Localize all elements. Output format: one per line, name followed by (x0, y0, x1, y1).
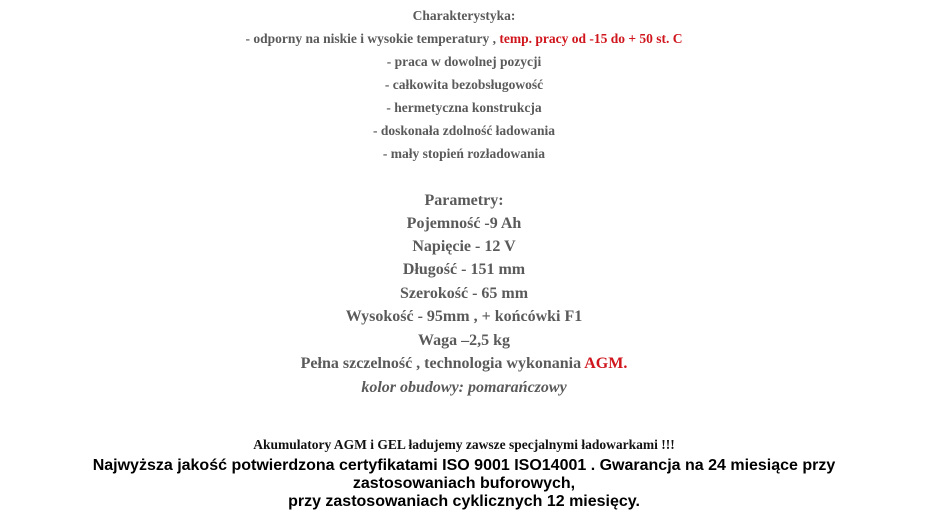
agm-highlight: AGM. (584, 355, 628, 372)
sealing-text: Pełna szczelność , technologia wykonania (300, 355, 582, 372)
characteristics-item: - hermetyczna konstrukcja (386, 100, 542, 115)
parameter-item: Wysokość - 95mm , + końcówki F1 (345, 308, 583, 325)
characteristics-item: - całkowita bezobsługowość (384, 77, 544, 92)
characteristics-item: - doskonała zdolność ładowania (373, 123, 555, 138)
sealing-technology (0, 355, 928, 373)
temperature-range-highlight: temp. pracy od -15 do + 50 st. C (499, 31, 683, 46)
parameters-heading: Parametry: (424, 192, 504, 209)
temperature-text: - odporny na niskie i wysokie temperatury , (245, 31, 496, 46)
characteristics-item-temperature (0, 31, 928, 47)
parameter-item: Pojemność -9 Ah (406, 215, 522, 232)
case-color-note: kolor obudowy: pomarańczowy (361, 379, 567, 396)
characteristics-heading: Charakterystyka: (412, 8, 516, 23)
parameter-item: Waga –2,5 kg (417, 332, 510, 349)
characteristics-item: - mały stopień rozładowania (382, 146, 546, 161)
quality-warranty-line3: przy zastosowaniach cyklicznych 12 miesięcy. (288, 493, 640, 510)
quality-warranty-line1: Najwyższa jakość potwierdzona certyfikatami ISO 9001 ISO14001 . Gwarancja na 24 miesiące przy (92, 457, 836, 474)
quality-warranty-line2: zastosowaniach buforowych, (352, 475, 576, 492)
parameter-item: Napięcie - 12 V (412, 238, 516, 255)
parameter-item: Długość - 151 mm (402, 261, 526, 278)
parameter-item: Szerokość - 65 mm (399, 285, 529, 302)
charging-note: Akumulatory AGM i GEL ładujemy zawsze specjalnymi ładowarkami !!! (253, 437, 675, 452)
characteristics-item: - praca w dowolnej pozycji (386, 54, 542, 69)
